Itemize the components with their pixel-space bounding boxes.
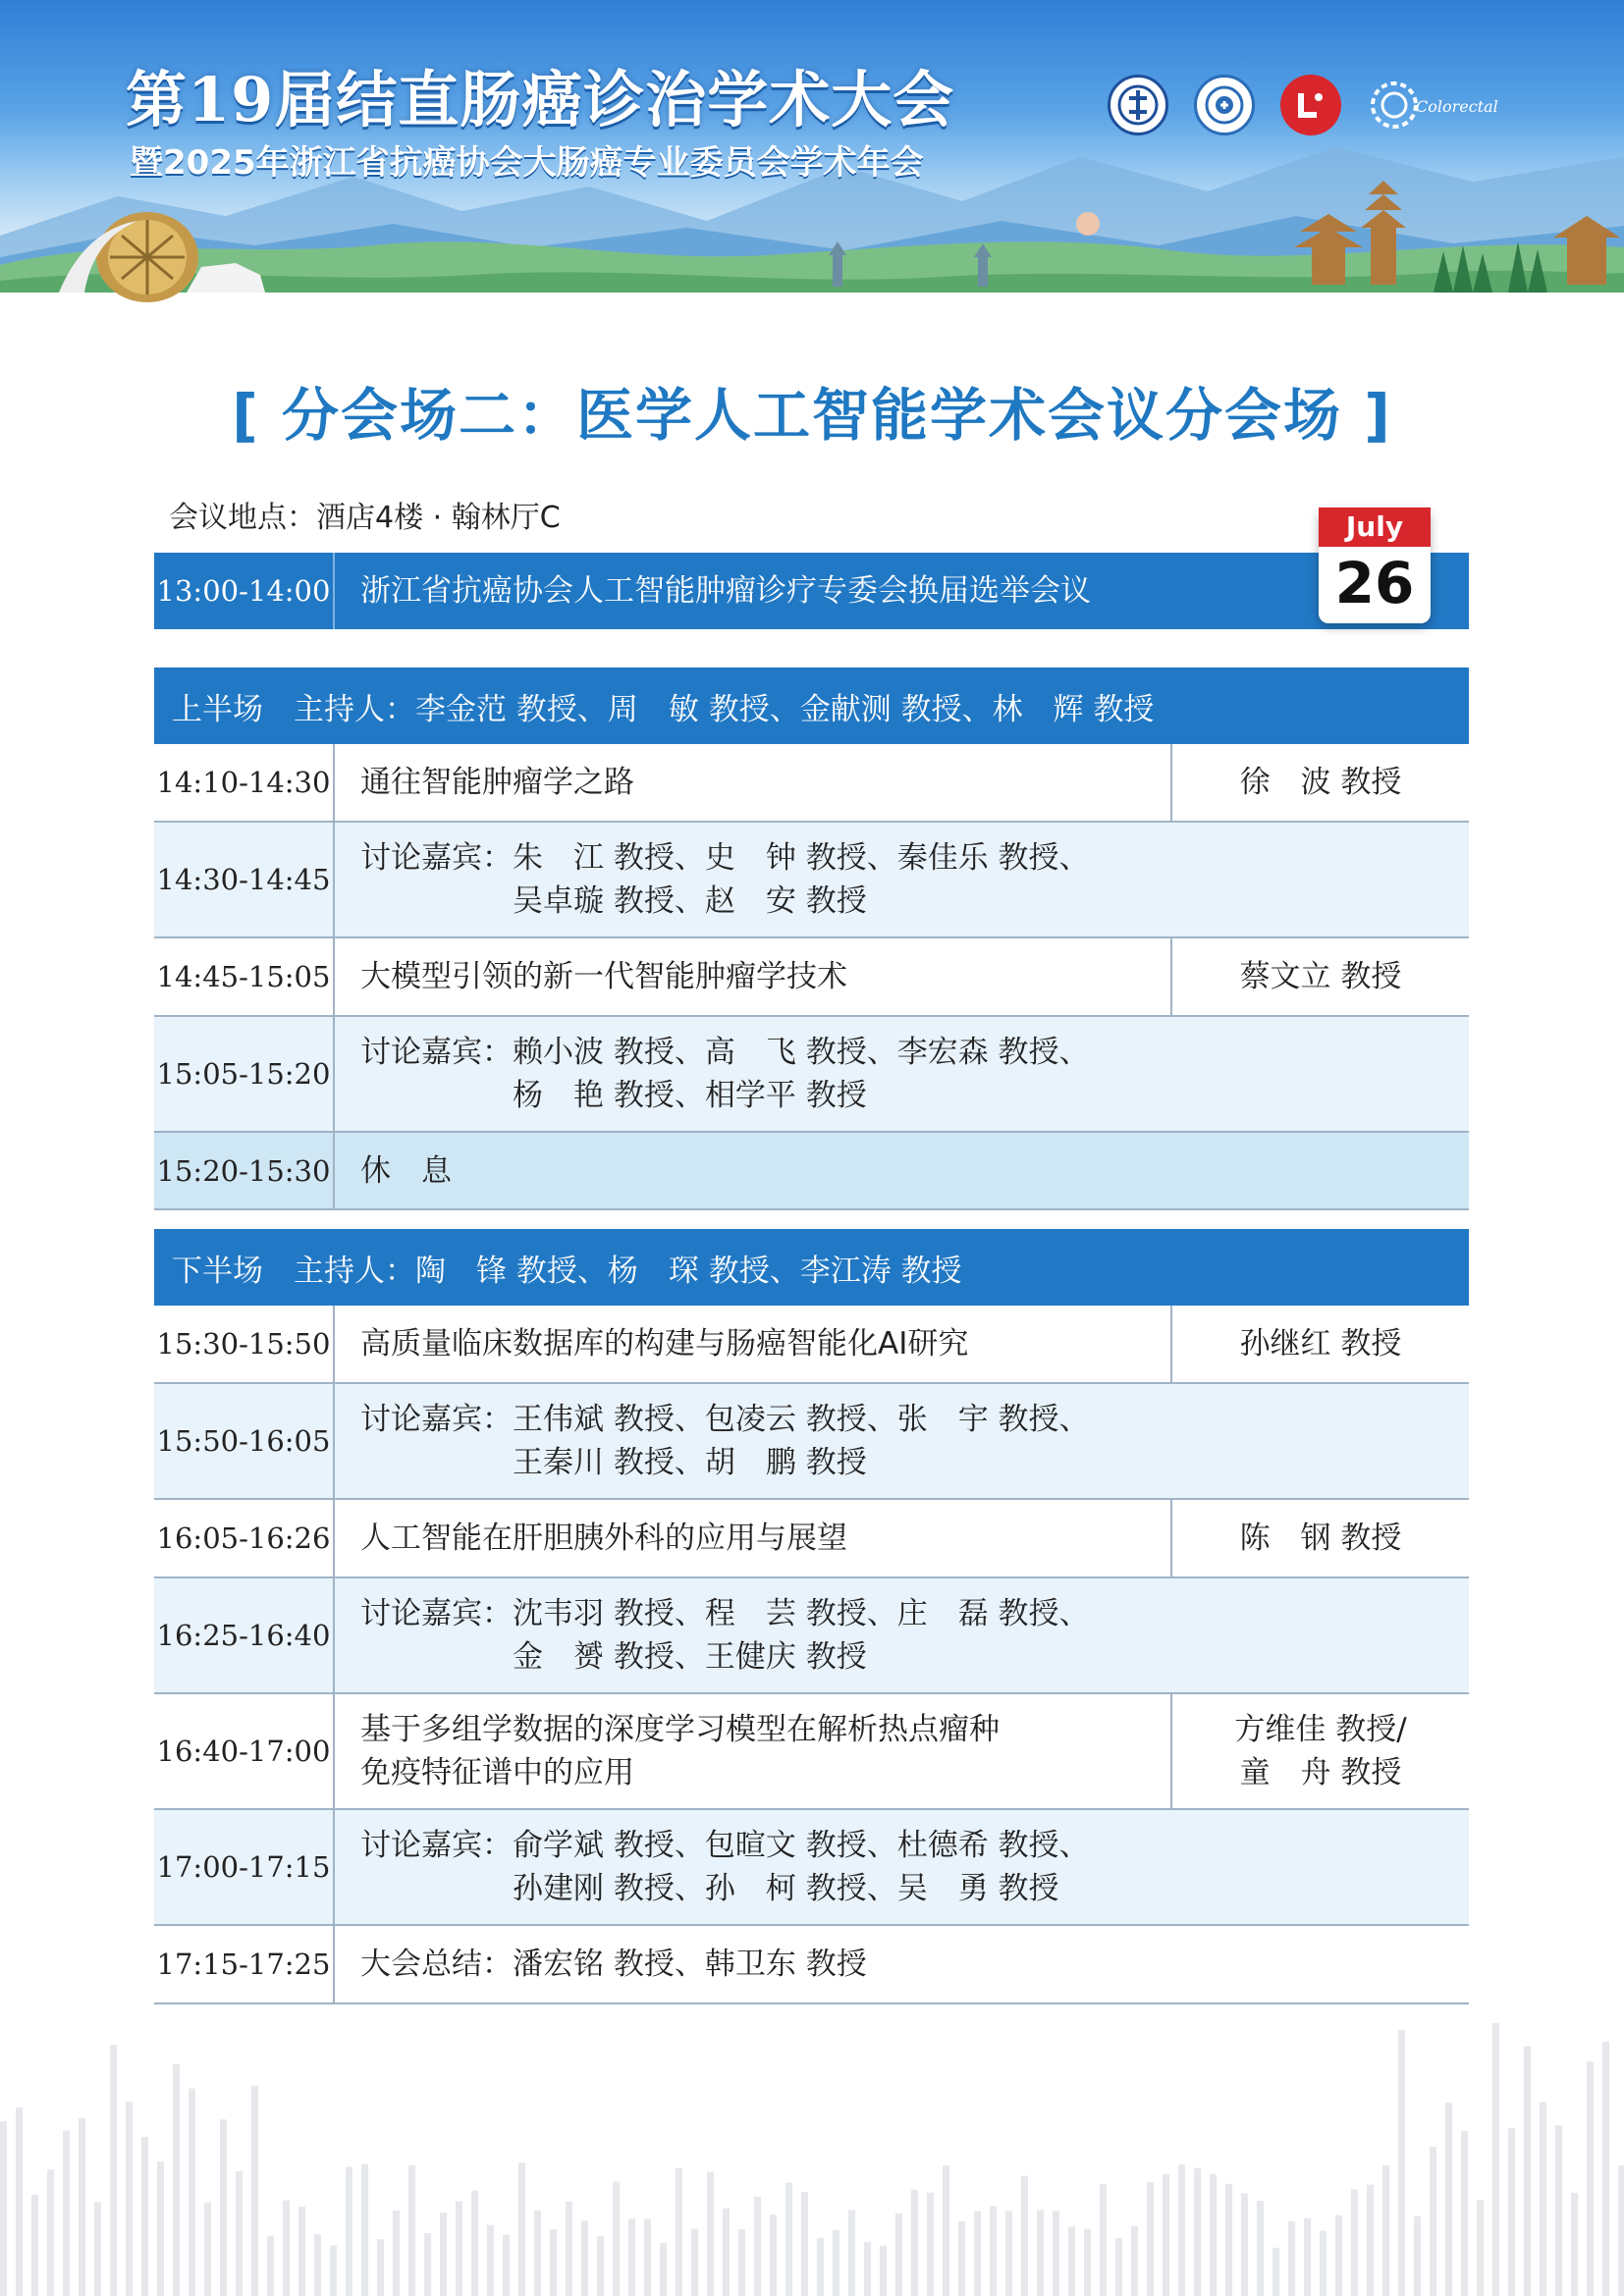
svg-text:Colorectal: Colorectal [1416, 97, 1498, 116]
decorative-bar [770, 2215, 777, 2296]
date-month: July [1319, 507, 1431, 547]
speaker-cell: 蔡文立 教授 [1170, 938, 1469, 1015]
discussion-row [154, 1810, 1469, 1926]
decorative-bar [691, 2229, 698, 2296]
time-cell: 15:05-15:20 [154, 1017, 335, 1131]
decorative-bar [1587, 2061, 1594, 2296]
decorative-bar [330, 2245, 337, 2296]
decorative-bar [1602, 2042, 1609, 2296]
decorative-bar [990, 2206, 997, 2296]
discussion-line: 杨 艳 教授、相学平 教授 [513, 1078, 867, 1113]
decorative-bar [283, 2201, 290, 2296]
time-cell: 14:45-15:05 [154, 938, 335, 1015]
decorative-bar [267, 2236, 274, 2296]
time-cell: 14:10-14:30 [154, 744, 335, 821]
time-cell: 15:30-15:50 [154, 1306, 335, 1382]
decorative-bar [754, 2197, 761, 2296]
table-row [154, 1926, 1469, 2004]
decorative-bar [126, 2102, 133, 2296]
decorative-bar [1053, 2211, 1059, 2296]
discussion-names [513, 836, 1090, 923]
topic-lines [360, 1708, 1000, 1794]
topic-cell [335, 1694, 1170, 1808]
decorative-bar [1398, 2030, 1405, 2296]
break-row [154, 1133, 1469, 1210]
topic-line: 基于多组学数据的深度学习模型在解析热点瘤种 [360, 1712, 1000, 1747]
decorative-bar [440, 2213, 447, 2296]
decorative-bar [1257, 2201, 1264, 2296]
discussion-label: 讨论嘉宾： [360, 840, 513, 876]
decorative-bar [1335, 2216, 1342, 2296]
decorative-bar [47, 2169, 54, 2296]
decorative-bar [785, 2183, 792, 2296]
topic-cell: 通往智能肿瘤学之路 [360, 765, 634, 800]
decorative-bar [31, 2195, 38, 2296]
discussion-line: 朱 江 教授、史 钟 教授、秦佳乐 教授、 [513, 840, 1090, 876]
decorative-bar [220, 2119, 227, 2296]
discussion-label: 讨论嘉宾： [360, 1402, 513, 1437]
second-half-header: 下半场 主持人：陶 锋 教授、杨 琛 教授、李江涛 教授 [154, 1229, 1469, 1306]
decorative-bar [377, 2239, 384, 2296]
conference-banner [0, 0, 1624, 293]
decorative-bar [738, 2229, 745, 2296]
table-row [154, 938, 1469, 1017]
decorative-bar [1382, 2165, 1389, 2296]
decorative-bar [1163, 2174, 1169, 2296]
decorative-bar [236, 2171, 243, 2296]
conference-title: 第19届结直肠癌诊治学术大会 [126, 64, 955, 135]
decorative-bar [943, 2165, 949, 2296]
decorative-bar [817, 2238, 824, 2296]
decorative-bar [628, 2218, 635, 2296]
decorative-bar [393, 2211, 400, 2296]
discussion-names [513, 1031, 1090, 1117]
decorative-bar [1037, 2210, 1044, 2296]
decorative-bar [1461, 2131, 1468, 2296]
discussion-line: 沈韦羽 教授、程 芸 教授、庄 磊 教授、 [513, 1596, 1090, 1631]
decorative-bar [833, 2230, 839, 2296]
decorative-bar [534, 2211, 541, 2296]
decorative-bar [1508, 2128, 1515, 2296]
decorative-bar [644, 2218, 651, 2296]
discussion-label: 讨论嘉宾： [360, 1828, 513, 1863]
decorative-bar [204, 2203, 211, 2296]
decorative-bar [408, 2165, 415, 2296]
decorative-bar [864, 2242, 871, 2296]
topic-cell: 浙江省抗癌协会人工智能肿瘤诊疗专委会换届选举会议 [360, 573, 1091, 609]
decorative-bar [1524, 2047, 1531, 2296]
decorative-bar [911, 2190, 918, 2296]
decorative-bar [1115, 2238, 1122, 2296]
table-row [154, 744, 1469, 823]
decorative-bar [1147, 2182, 1154, 2296]
time-cell: 15:20-15:30 [154, 1133, 335, 1208]
decorative-bar [1445, 2103, 1452, 2296]
discussion-names [513, 1398, 1090, 1484]
time-cell: 15:50-16:05 [154, 1384, 335, 1498]
opening-row [154, 553, 1469, 629]
discussion-line: 王秦川 教授、胡 鹏 教授 [513, 1445, 867, 1480]
colorectal-logo-icon [1367, 75, 1498, 135]
decorative-bar [566, 2202, 572, 2296]
hospital-seal-icon [1194, 75, 1255, 135]
decorative-bar [1477, 2200, 1484, 2296]
decorative-bar [79, 2118, 85, 2296]
decorative-bar [503, 2235, 510, 2296]
decorative-bar [1430, 2147, 1436, 2296]
decorative-bar [550, 2229, 557, 2296]
date-badge [1319, 507, 1431, 623]
discussion-line: 俞学斌 教授、包暄文 教授、杜德希 教授、 [513, 1828, 1090, 1863]
decorative-bar [958, 2221, 965, 2296]
table-row [154, 1694, 1469, 1810]
discussion-line: 金 赟 教授、王健庆 教授 [513, 1639, 867, 1675]
decorative-bar [1225, 2184, 1232, 2296]
decorative-bar [1100, 2184, 1107, 2296]
discussion-cell [335, 1810, 1469, 1924]
discussion-line: 吴卓璇 教授、赵 安 教授 [513, 883, 867, 919]
table-row [154, 1500, 1469, 1578]
decorative-bar [518, 2163, 525, 2296]
decorative-bar [848, 2210, 855, 2296]
discussion-line: 王伟斌 教授、包凌云 教授、张 宇 教授、 [513, 1402, 1090, 1437]
decorative-bar [16, 2108, 23, 2296]
speaker-cell: 孙继红 教授 [1170, 1306, 1469, 1382]
decorative-bar [1084, 2229, 1091, 2296]
discussion-cell [335, 823, 1469, 936]
decorative-bar [346, 2166, 352, 2296]
decorative-bar-pattern [0, 2002, 1624, 2296]
speaker-cell [1170, 1694, 1469, 1808]
decorative-bar [581, 2220, 588, 2296]
speaker-line: 童 舟 教授 [1239, 1755, 1402, 1790]
conference-subtitle: 暨2025年浙江省抗癌协会大肠癌专业委员会学术年会 [130, 143, 924, 183]
decorative-bar [63, 2130, 70, 2296]
organizer-logos [1108, 71, 1498, 139]
decorative-bar [487, 2225, 494, 2296]
decorative-bar [1272, 2248, 1279, 2296]
table-row [154, 1306, 1469, 1384]
venue-text: 会议地点：酒店4楼 · 翰林厅C [169, 501, 561, 535]
discussion-cell [335, 1384, 1469, 1498]
decorative-bar [927, 2193, 934, 2296]
decorative-bar [251, 2086, 258, 2296]
decorative-bar [613, 2181, 620, 2296]
decorative-bar [157, 2162, 164, 2296]
decorative-bar [1492, 2023, 1499, 2296]
decorative-bar [141, 2137, 148, 2296]
decorative-bar [723, 2209, 730, 2296]
decorative-bar [1571, 2193, 1578, 2296]
decorative-bar [424, 2233, 431, 2296]
decorative-bar [1320, 2231, 1326, 2296]
discussion-line: 赖小波 教授、高 飞 教授、李宏森 教授、 [513, 1035, 1090, 1070]
decorative-bar [1131, 2226, 1138, 2296]
decorative-bar [1210, 2174, 1217, 2296]
speaker-lines [1234, 1708, 1406, 1794]
discussion-row [154, 1384, 1469, 1500]
decorative-bar [1618, 2165, 1624, 2296]
time-cell: 14:30-14:45 [154, 823, 335, 936]
decorative-bar [1178, 2164, 1185, 2296]
association-seal-icon [1108, 75, 1168, 135]
decorative-bar [880, 2246, 887, 2296]
decorative-bar [298, 2207, 305, 2296]
discussion-row [154, 1017, 1469, 1133]
decorative-bar [94, 2202, 101, 2296]
decorative-bar [1555, 2125, 1562, 2296]
topic-cell: 大会总结：潘宏铭 教授、韩卫东 教授 [360, 1947, 867, 1982]
decorative-bar [974, 2212, 981, 2296]
discussion-row [154, 823, 1469, 938]
session-heading: [ 分会场二：医学人工智能学术会议分会场 ] [232, 382, 1392, 449]
decorative-bar [660, 2243, 667, 2296]
decorative-bar [110, 2045, 117, 2296]
decorative-bar [471, 2191, 478, 2296]
brand-mark-icon [1280, 75, 1341, 135]
speaker-cell: 徐 波 教授 [1170, 744, 1469, 821]
discussion-label: 讨论嘉宾： [360, 1035, 513, 1070]
decorative-bar [456, 2201, 462, 2296]
discussion-cell [335, 1017, 1469, 1131]
decorative-bar [1005, 2212, 1012, 2296]
decorative-bar [895, 2214, 902, 2296]
decorative-bar [597, 2236, 604, 2296]
decorative-bar [1351, 2189, 1358, 2296]
decorative-bar [1068, 2226, 1075, 2296]
decorative-bar [801, 2192, 808, 2296]
discussion-names [513, 1824, 1090, 1910]
time-cell: 17:00-17:15 [154, 1810, 335, 1924]
time-cell: 16:25-16:40 [154, 1578, 335, 1692]
discussion-label: 讨论嘉宾： [360, 1596, 513, 1631]
decorative-bar [707, 2171, 714, 2296]
topic-cell: 人工智能在肝胆胰外科的应用与展望 [360, 1521, 847, 1556]
time-cell: 16:05-16:26 [154, 1500, 335, 1576]
time-cell: 13:00-14:00 [154, 553, 335, 629]
topic-cell: 休 息 [360, 1152, 452, 1189]
decorative-bar [314, 2234, 321, 2296]
topic-cell: 大模型引领的新一代智能肿瘤学技术 [360, 959, 847, 994]
decorative-bar [1241, 2193, 1248, 2296]
discussion-line: 孙建刚 教授、孙 柯 教授、吴 勇 教授 [513, 1871, 1059, 1906]
decorative-bar [1194, 2168, 1201, 2296]
topic-line: 免疫特征谱中的应用 [360, 1755, 634, 1790]
decorative-bar [1021, 2176, 1028, 2296]
decorative-bar [1367, 2185, 1374, 2296]
decorative-bar [0, 2121, 7, 2296]
time-cell: 16:40-17:00 [154, 1694, 335, 1808]
decorative-bar [1304, 2218, 1311, 2296]
speaker-line: 方维佳 教授/ [1234, 1712, 1407, 1747]
decorative-bar [173, 2064, 180, 2296]
date-day: 26 [1334, 550, 1415, 616]
discussion-names [513, 1592, 1090, 1679]
decorative-bar [676, 2168, 682, 2296]
decorative-bar [361, 2164, 368, 2296]
first-half-header: 上半场 主持人：李金范 教授、周 敏 教授、金献测 教授、林 辉 教授 [154, 667, 1469, 744]
decorative-bar [189, 2089, 195, 2296]
decorative-bar [1414, 2216, 1421, 2296]
time-cell: 17:15-17:25 [154, 1926, 335, 2002]
decorative-bar [1288, 2221, 1295, 2296]
discussion-row [154, 1578, 1469, 1694]
topic-cell: 高质量临床数据库的构建与肠癌智能化AI研究 [360, 1326, 969, 1362]
decorative-bar [1540, 2103, 1546, 2296]
discussion-cell [335, 1578, 1469, 1692]
speaker-cell: 陈 钢 教授 [1170, 1500, 1469, 1576]
